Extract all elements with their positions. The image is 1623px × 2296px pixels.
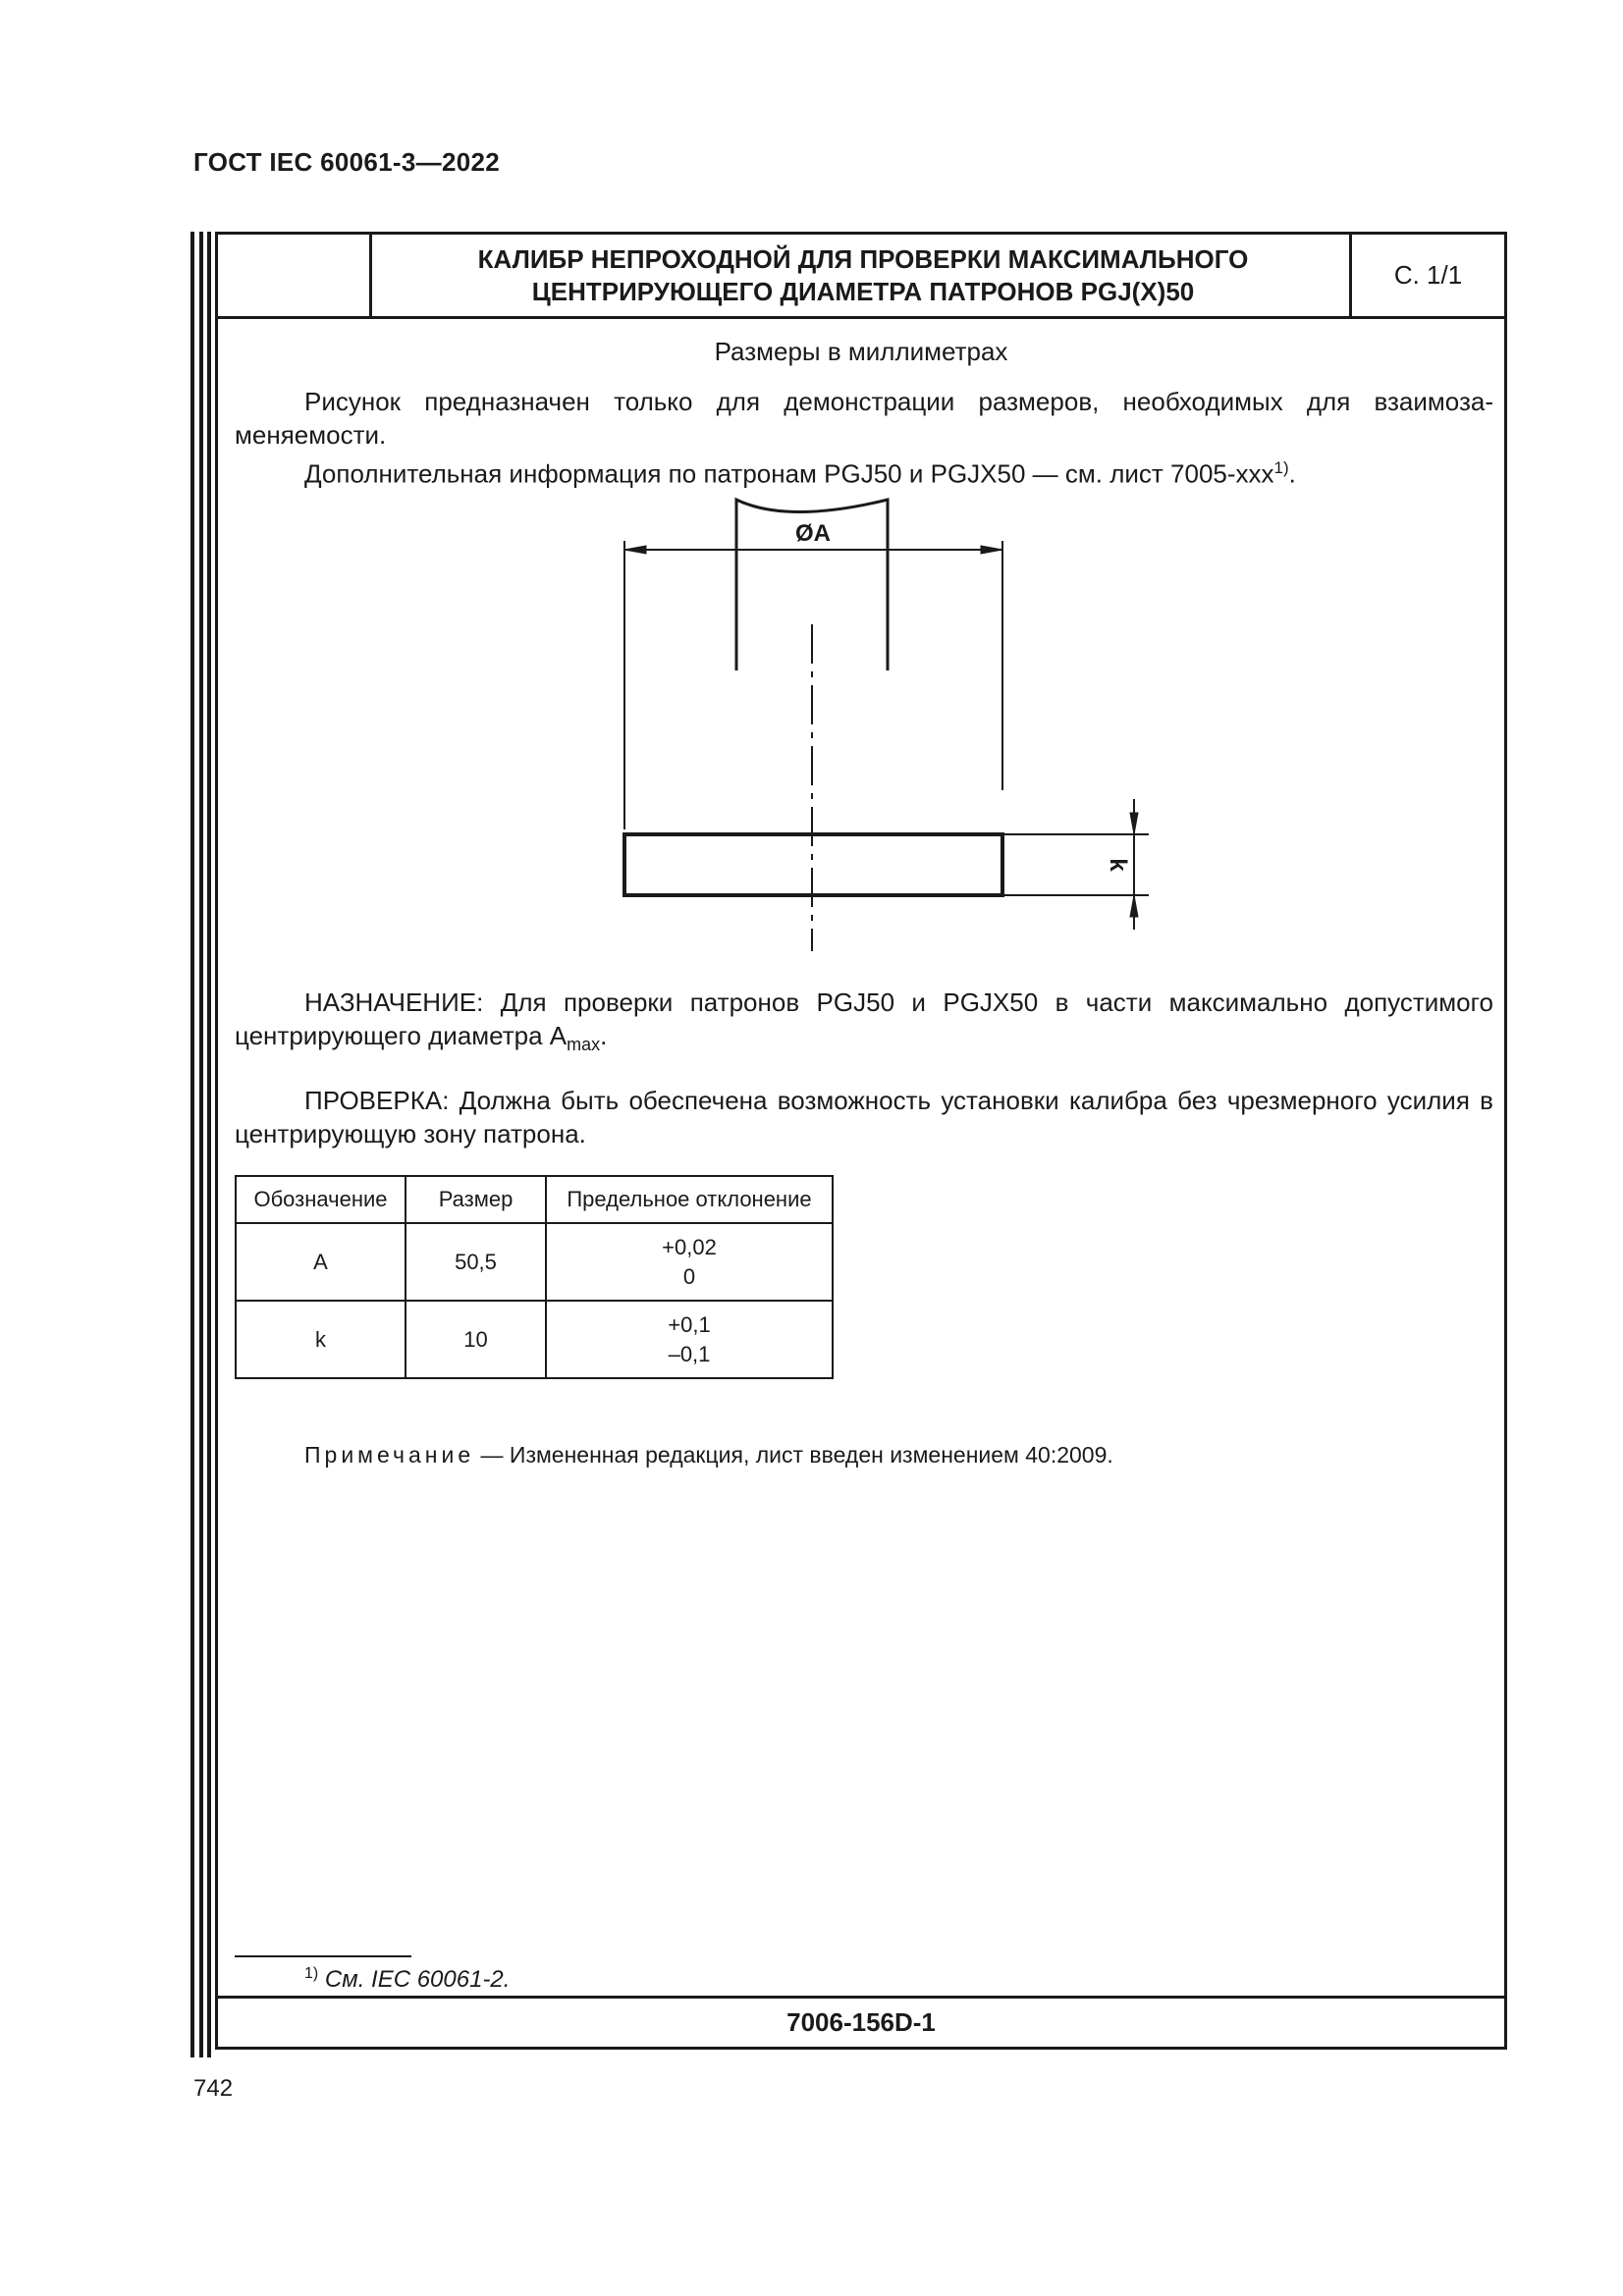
margin-line <box>207 232 211 2057</box>
table-row <box>236 1301 833 1378</box>
note-text: — Измененная редакция, лист введен изменением 40:2009. <box>474 1442 1113 1468</box>
sheet-title-line1: КАЛИБР НЕПРОХОДНОЙ ДЛЯ ПРОВЕРКИ МАКСИМАЛЬНОГО <box>477 243 1249 274</box>
tol-lower: –0,1 <box>668 1341 711 1366</box>
intro-paragraph: Рисунок предназначен только для демонстрации размеров, необходимых для взаимоза-меняемости. <box>235 387 1493 450</box>
cell-tolerance <box>546 1301 833 1378</box>
margin-line <box>190 232 194 2057</box>
arrow-k-bottom <box>1130 895 1138 917</box>
info-text: Дополнительная информация по патронам PGJ50 и PGJX50 — см. лист 7005-ххх <box>304 458 1274 489</box>
info-end: . <box>1288 458 1296 489</box>
footnote <box>304 1965 510 1994</box>
footnote-text: См. IEC 60061-2. <box>318 1966 511 1993</box>
cell-tolerance <box>546 1223 833 1301</box>
page-number: 742 <box>193 2075 234 2102</box>
purpose-subscript: max <box>567 1035 601 1055</box>
dim-a-label: ØA <box>795 520 831 547</box>
note-label: Примечание <box>304 1442 475 1468</box>
cell-size: 50,5 <box>406 1223 546 1301</box>
arrow-k-top <box>1130 813 1138 834</box>
tol-lower: 0 <box>682 1263 696 1289</box>
units-note: Размеры в миллиметрах <box>714 337 1008 366</box>
sheet-frame <box>215 232 1507 2050</box>
standard-header: ГОСТ IEC 60061-3—2022 <box>193 147 500 177</box>
footnote-mark: 1) <box>304 1965 319 1982</box>
check-paragraph: ПРОВЕРКА: Должна быть обеспечена возможность установки калибра без чрезмерного усилия в центрирующую зону патрона. <box>235 1086 1493 1148</box>
dim-k-label: k <box>1105 858 1131 872</box>
cell-size: 10 <box>406 1301 546 1378</box>
arrow-right <box>981 546 1002 554</box>
cell-symbol: A <box>236 1223 406 1301</box>
margin-line <box>199 232 203 2057</box>
sheet-number: 7006-156D-1 <box>218 1996 1504 2047</box>
page-ref: С. 1/1 <box>1349 235 1504 316</box>
arrow-left <box>624 546 646 554</box>
dimensions-table <box>235 1175 834 1379</box>
tol-upper: +0,02 <box>662 1234 717 1259</box>
table-header-row <box>236 1176 833 1223</box>
tol-upper: +0,1 <box>668 1311 711 1337</box>
gauge-drawing <box>218 235 1504 981</box>
footnote-separator <box>235 1955 411 1957</box>
header-symbol: Обозначение <box>236 1176 406 1223</box>
purpose-end: . <box>600 1021 608 1050</box>
note <box>304 1442 1113 1468</box>
gauge-base <box>624 834 1002 895</box>
sheet-title-line2: ЦЕНТРИРУЮЩЕГО ДИАМЕТРА ПАТРОНОВ PGJ(X)50 <box>531 276 1195 306</box>
header-tolerance: Предельное отклонение <box>546 1176 833 1223</box>
purpose-text: НАЗНАЧЕНИЕ: Для проверки патронов PGJ50 и PGJX50 в части максимально допустимого центрирующего диаметра A <box>235 988 1493 1050</box>
purpose-paragraph <box>235 986 1493 1061</box>
cell-symbol: k <box>236 1301 406 1378</box>
footnote-ref: 1) <box>1273 458 1289 477</box>
header-size: Размер <box>406 1176 546 1223</box>
table-row <box>236 1223 833 1301</box>
